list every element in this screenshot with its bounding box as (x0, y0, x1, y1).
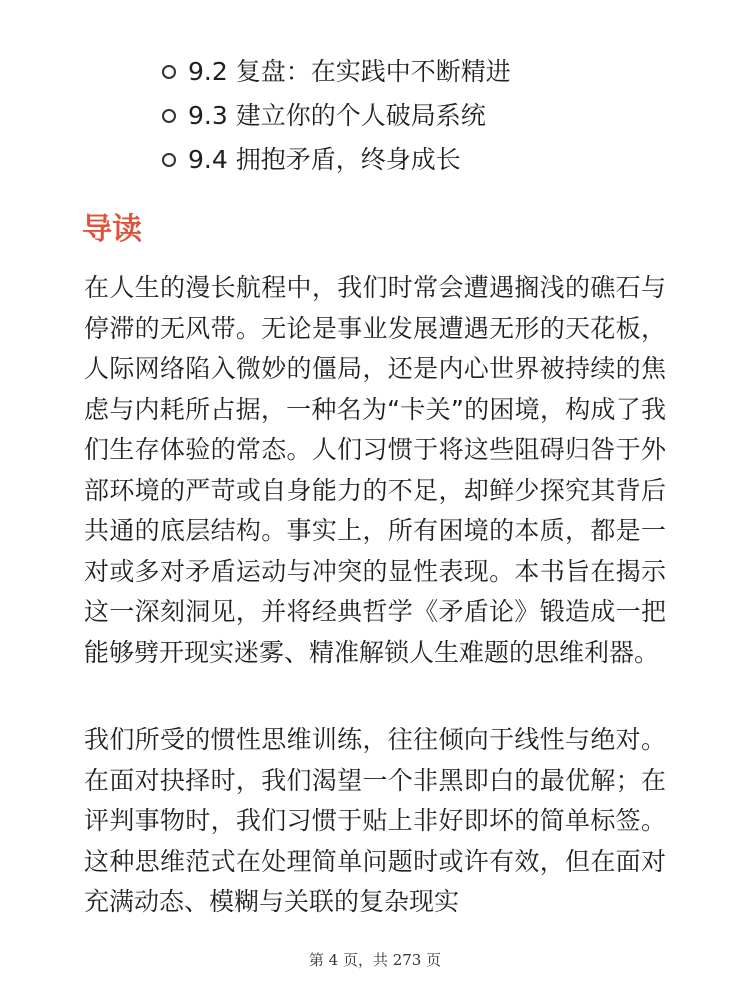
toc-item (160, 52, 511, 96)
page-number-footer: 第 4 页，共 273 页 (308, 951, 442, 969)
toc-item-label: 9.4 拥抱矛盾，终身成长 (188, 145, 461, 174)
toc-list (160, 52, 511, 184)
body-paragraph: 我们所受的惯性思维训练，往往倾向于线性与绝对。在面对抉择时，我们渴望一个非黑即白的最优解；在评判事物时，我们习惯于贴上非好即坏的简单标签。这种思维范式在处理简单问题时或许有效，但在面对充满动态、模糊与关联的复杂现实 (84, 725, 666, 916)
toc-item-label: 9.2 复盘：在实践中不断精进 (188, 57, 511, 86)
toc-item (160, 96, 511, 140)
hollow-circle-bullet-icon (162, 65, 176, 79)
toc-item (160, 140, 511, 184)
toc-item-label: 9.3 建立你的个人破局系统 (188, 101, 486, 130)
hollow-circle-bullet-icon (162, 109, 176, 123)
hollow-circle-bullet-icon (162, 153, 176, 167)
body-paragraph: 在人生的漫长航程中，我们时常会遭遇搁浅的礁石与停滞的无风带。无论是事业发展遭遇无形的天花板，人际网络陷入微妙的僵局，还是内心世界被持续的焦虑与内耗所占据，一种名为“卡关”的困境，构成了我们生存体验的常态。人们习惯于将这些阻碍归咎于外部环境的严苛或自身能力的不足，却鲜少探究其背后共通的底层结构。事实上，所有困境的本质，都是一对或多对矛盾运动与冲突的显性表现。本书旨在揭示这一深刻洞见，并将经典哲学《矛盾论》锻造成一把能够劈开现实迷雾、精准解锁人生难题的思维利器。 (84, 273, 666, 667)
section-heading: 导读 (82, 212, 142, 247)
